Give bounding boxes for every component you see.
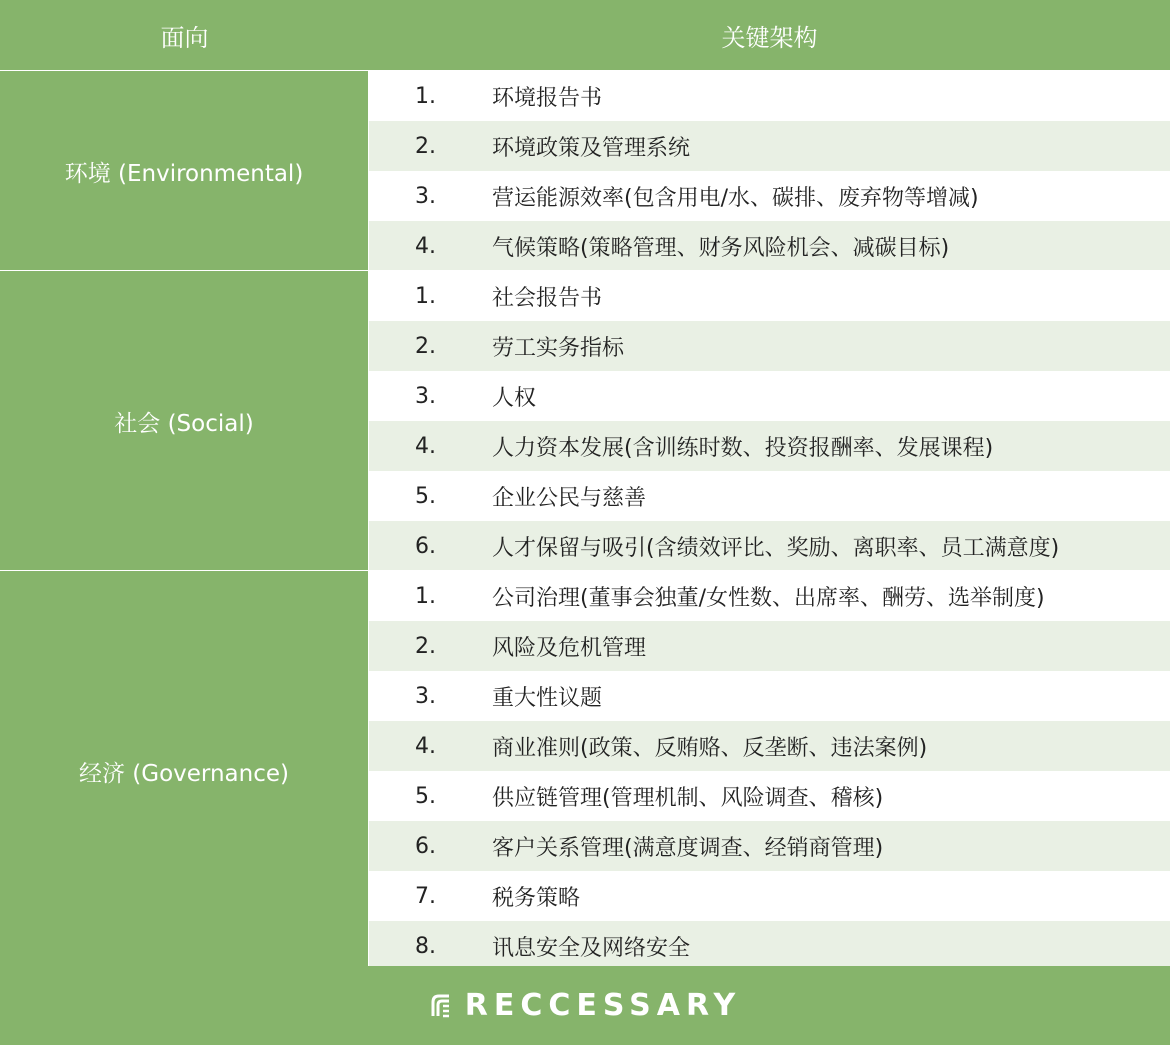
- brand-name: RECCESSARY: [464, 988, 742, 1023]
- table-row: [369, 221, 1170, 271]
- table-row: [369, 621, 1170, 671]
- group-section: [0, 571, 1170, 971]
- item-number: 4.: [415, 733, 436, 759]
- item-number: 3.: [415, 383, 436, 409]
- item-text: 风险及危机管理: [492, 635, 647, 661]
- table-row: [369, 571, 1170, 621]
- item-text: 公司治理(董事会独董/女性数、出席率、酬劳、选举制度): [492, 585, 1045, 611]
- item-number: 2.: [415, 333, 436, 359]
- item-text: 企业公民与慈善: [492, 485, 647, 511]
- item-text: 人才保留与吸引(含绩效评比、奖励、离职率、员工满意度): [492, 535, 1060, 561]
- item-number: 2.: [415, 633, 436, 659]
- item-number: 5.: [415, 783, 436, 809]
- item-number: 7.: [415, 883, 436, 909]
- item-number: 5.: [415, 483, 436, 509]
- item-text: 商业准则(政策、反贿赂、反垄断、违法案例): [492, 735, 928, 761]
- item-text: 环境政策及管理系统: [492, 135, 691, 161]
- table-row: [369, 521, 1170, 571]
- table-row: [369, 321, 1170, 371]
- brand-logo: [429, 988, 741, 1023]
- group-label: 环境 (Environmental): [0, 71, 368, 271]
- item-number: 3.: [415, 683, 436, 709]
- table-row: [369, 871, 1170, 921]
- item-number: 6.: [415, 533, 436, 559]
- table-row: [369, 371, 1170, 421]
- footer-bar: [0, 966, 1170, 1045]
- table-row: [369, 771, 1170, 821]
- item-number: 3.: [415, 183, 436, 209]
- item-text: 劳工实务指标: [492, 335, 625, 361]
- item-text: 人权: [492, 385, 537, 411]
- item-number: 1.: [415, 583, 436, 609]
- item-number: 1.: [415, 283, 436, 309]
- item-text: 环境报告书: [492, 85, 603, 111]
- item-text: 供应链管理(管理机制、风险调查、稽核): [492, 785, 884, 811]
- table-row: [369, 271, 1170, 321]
- table-row: [369, 721, 1170, 771]
- item-text: 税务策略: [492, 885, 581, 911]
- item-number: 4.: [415, 233, 436, 259]
- table-row: [369, 421, 1170, 471]
- item-number: 8.: [415, 933, 436, 959]
- item-text: 讯息安全及网络安全: [492, 935, 691, 961]
- item-number: 4.: [415, 433, 436, 459]
- table-row: [369, 71, 1170, 121]
- group-section: [0, 71, 1170, 271]
- group-label: 社会 (Social): [0, 271, 368, 571]
- item-number: 6.: [415, 833, 436, 859]
- header-aspect: 面向: [160, 23, 209, 52]
- table-row: [369, 671, 1170, 721]
- group-label: 经济 (Governance): [0, 571, 368, 971]
- table-row: [369, 121, 1170, 171]
- table-row: [369, 821, 1170, 871]
- header-key-framework: 关键架构: [721, 23, 818, 52]
- item-text: 营运能源效率(包含用电/水、碳排、废弃物等增减): [492, 185, 979, 211]
- item-text: 气候策略(策略管理、财务风险机会、减碳目标): [492, 235, 950, 261]
- table-row: [369, 471, 1170, 521]
- reccessary-logo-icon: [429, 992, 455, 1020]
- item-text: 社会报告书: [492, 285, 603, 311]
- item-number: 2.: [415, 133, 436, 159]
- item-text: 人力资本发展(含训练时数、投资报酬率、发展课程): [492, 435, 994, 461]
- item-text: 客户关系管理(满意度调查、经销商管理): [492, 835, 884, 861]
- item-number: 1.: [415, 83, 436, 109]
- table-row: [369, 921, 1170, 971]
- group-section: [0, 271, 1170, 571]
- table-row: [369, 171, 1170, 221]
- table-header: [0, 0, 1170, 71]
- item-text: 重大性议题: [492, 685, 603, 711]
